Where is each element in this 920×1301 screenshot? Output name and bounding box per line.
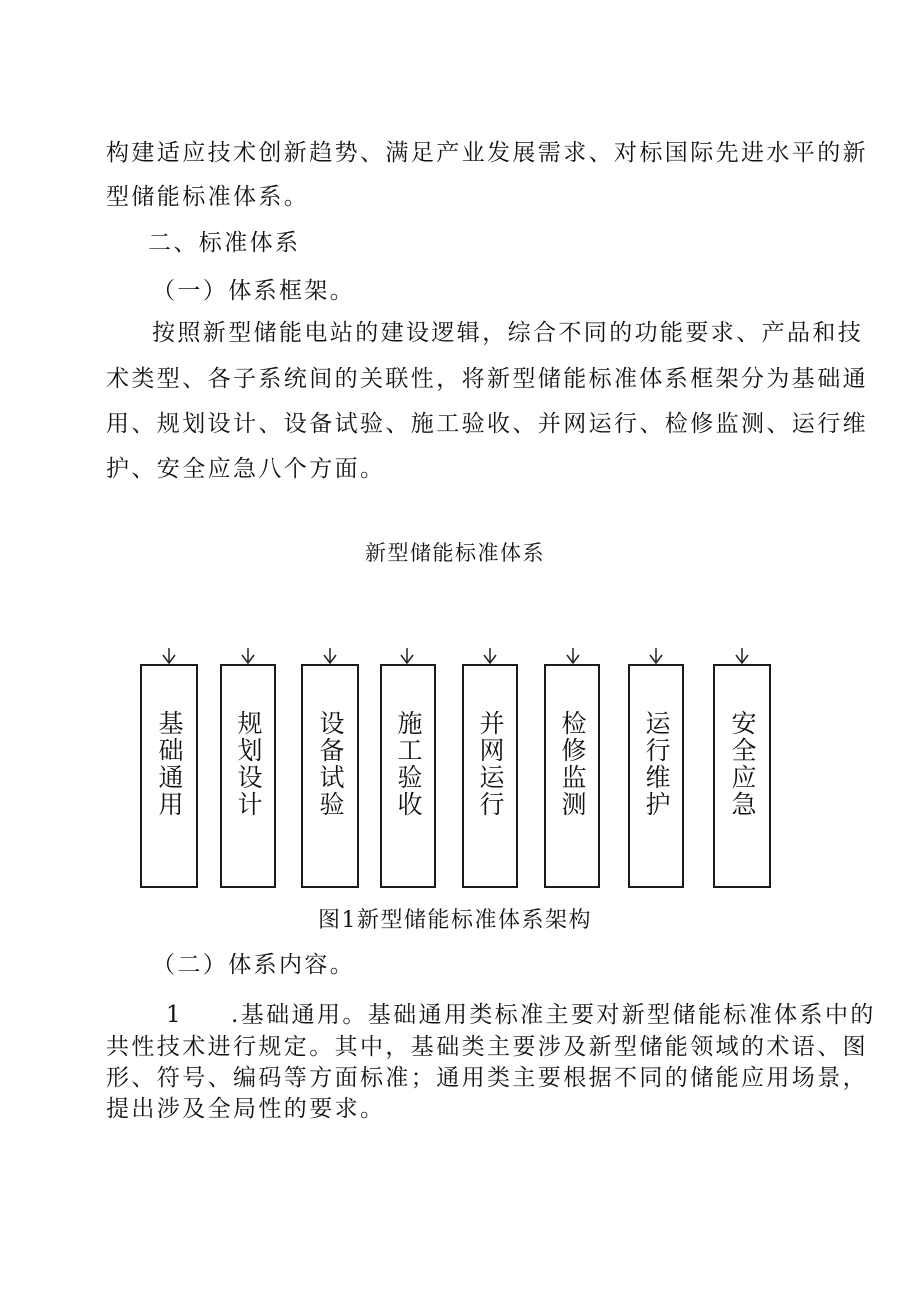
paragraph-line: 用、规划设计、设备试验、施工验收、并网运行、检修监测、运行维 [106, 411, 868, 437]
arrow-down-icon [566, 648, 580, 664]
arrow-down-icon [649, 648, 663, 664]
framework-box-label: 基础通用 [155, 710, 184, 818]
arrow-down-icon [323, 648, 337, 664]
list-number: 1 [166, 1002, 184, 1028]
framework-box [544, 664, 600, 888]
framework-box [140, 664, 198, 888]
paragraph-line: 提出涉及全局性的要求。 [106, 1096, 386, 1122]
subsection-heading: （一）体系框架。 [152, 278, 356, 304]
paragraph-line: 构建适应技术创新趋势、满足产业发展需求、对标国际先进水平的新 [106, 140, 868, 166]
framework-box-label: 设备试验 [316, 710, 345, 818]
paragraph-line: 护、安全应急八个方面。 [106, 456, 386, 482]
framework-box [462, 664, 518, 888]
subsection-heading: （二）体系内容。 [152, 952, 356, 978]
framework-box [301, 664, 359, 888]
diagram-title: 新型储能标准体系 [365, 541, 545, 565]
framework-box [220, 664, 276, 888]
figure-caption: 图1新型储能标准体系架构 [318, 908, 592, 933]
arrow-down-icon [400, 648, 414, 664]
framework-box-label: 规划设计 [234, 710, 263, 818]
paragraph-text: .基础通用。基础通用类标准主要对新型储能标准体系中的 [231, 1002, 876, 1028]
paragraph-line: 共性技术进行规定。其中，基础类主要涉及新型储能领域的术语、图 [106, 1034, 868, 1060]
section-heading: 二、标准体系 [148, 230, 301, 256]
framework-box-label: 并网运行 [476, 710, 505, 818]
framework-box-label: 安全应急 [728, 710, 757, 818]
framework-box [380, 664, 436, 888]
arrow-down-icon [483, 648, 497, 664]
paragraph-line: 术类型、各子系统间的关联性，将新型储能标准体系框架分为基础通 [106, 366, 868, 392]
paragraph-line: 形、符号、编码等方面标准；通用类主要根据不同的储能应用场景， [106, 1065, 868, 1091]
arrow-down-icon [735, 648, 749, 664]
framework-box [713, 664, 771, 888]
paragraph-line [166, 1000, 876, 1030]
paragraph-line: 型储能标准体系。 [106, 184, 310, 210]
arrow-down-icon [162, 648, 176, 664]
arrow-down-icon [241, 648, 255, 664]
standard-system-diagram [0, 640, 920, 900]
framework-box-label: 施工验收 [394, 710, 423, 818]
paragraph-line: 按照新型储能电站的建设逻辑，综合不同的功能要求、产品和技 [152, 320, 864, 346]
framework-box-label: 检修监测 [558, 710, 587, 818]
framework-box [628, 664, 684, 888]
framework-box-label: 运行维护 [642, 710, 671, 818]
